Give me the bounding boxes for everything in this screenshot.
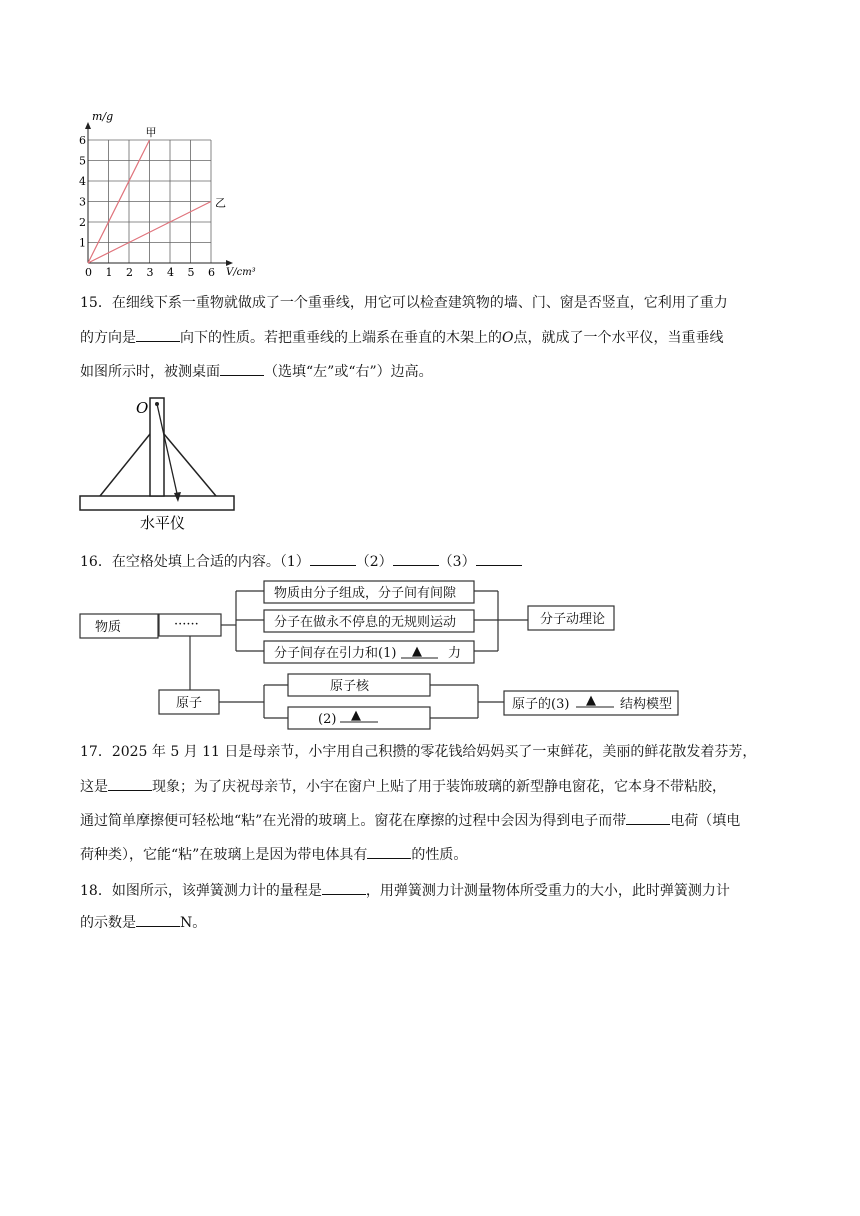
svg-text:结构模型: 结构模型 xyxy=(620,697,673,712)
x-axis-label: V/cm³ xyxy=(226,267,256,278)
y-tick-label: 4 xyxy=(79,175,86,188)
q15-line2: 的方向是 向下的性质。若把重垂线的上端系在垂直的木架上的O点，就成了一个水平仪，当重垂线 xyxy=(80,327,723,348)
y-axis-label: m/g xyxy=(92,110,114,123)
y-tick-label: 5 xyxy=(79,154,86,168)
box-forces: 分子间存在引力和(1) xyxy=(274,646,397,661)
y-tick-label: 2 xyxy=(79,216,86,229)
svg-text:力: 力 xyxy=(448,646,462,661)
box-2: (2) xyxy=(318,712,337,727)
y-tick-label: 1 xyxy=(79,236,86,250)
level-figure xyxy=(74,394,244,538)
matter-box: 物质 xyxy=(95,620,122,635)
q17-line2: 这是 现象；为了庆祝母亲节，小宇在窗户上贴了用于装饰玻璃的新型静电窗花，它本身不带粘胶， xyxy=(80,776,726,797)
blank[interactable] xyxy=(367,844,411,859)
theory-box: 分子动理论 xyxy=(540,612,606,627)
q17-line4: 荷种类），它能“粘”在玻璃上是因为带电体具有 的性质。 xyxy=(80,844,467,865)
y-tick-label: 3 xyxy=(79,195,86,209)
nucleus-box: 原子核 xyxy=(330,679,370,694)
x-tick-label: 2 xyxy=(126,266,133,279)
x-tick-label: 5 xyxy=(187,266,195,279)
box-molecules: 物质由分子组成，分子间有间隙 xyxy=(274,586,457,601)
x-tick-label: 3 xyxy=(146,266,154,279)
matter-concept-diagram xyxy=(76,578,686,727)
box-motion: 分子在做永不停息的无规则运动 xyxy=(274,615,457,630)
blank[interactable] xyxy=(310,551,356,566)
mass-volume-graph xyxy=(70,104,256,280)
dots-box: ······ xyxy=(174,617,199,632)
blank[interactable] xyxy=(136,327,180,342)
blank[interactable] xyxy=(108,776,152,791)
q15-line1: 15．在细线下系一重物就做成了一个重垂线，用它可以检查建筑物的墙、门、窗是否竖直，它利用了重力 xyxy=(80,295,728,311)
level-caption: 水平仪 xyxy=(140,514,186,532)
q18-line2: 的示数是 N。 xyxy=(80,912,206,933)
model-box: 原子的(3) xyxy=(512,697,570,712)
blank[interactable] xyxy=(322,880,366,895)
point-o-label: O xyxy=(136,399,149,417)
y-tick-label: 6 xyxy=(79,134,86,147)
x-tick-label: 4 xyxy=(167,266,174,279)
series-label: 甲 xyxy=(145,126,157,139)
atom-box: 原子 xyxy=(176,696,203,711)
q18-line1: 18．如图所示，该弹簧测力计的量程是 ，用弹簧测力计测量物体所受重力的大小，此时弹簧测力计 xyxy=(80,880,730,901)
x-tick-label: 6 xyxy=(208,266,215,279)
blank-3-triangle: ▲ xyxy=(586,693,596,708)
graph-grid xyxy=(88,140,211,263)
x-tick-label: 1 xyxy=(105,266,113,279)
blank[interactable] xyxy=(626,810,670,825)
blank[interactable] xyxy=(136,912,180,927)
q15-line3: 如图所示时，被测桌面 （选填“左”或“右”）边高。 xyxy=(80,361,433,382)
blank[interactable] xyxy=(476,551,522,566)
series-label: 乙 xyxy=(215,196,226,210)
blank[interactable] xyxy=(393,551,439,566)
q17-line1: 17．2025 年 5 月 11 日是母亲节，小宇用自己积攒的零花钱给妈妈买了一束鲜花，美丽的鲜花散发着芬芳， xyxy=(80,744,757,760)
blank-2-triangle: ▲ xyxy=(351,708,361,723)
q17-line3: 通过简单摩擦便可轻松地“粘”在光滑的玻璃上。窗花在摩擦的过程中会因为得到电子而带 电荷（填电 xyxy=(80,810,740,831)
q16-text: 16．在空格处填上合适的内容。（1） （2） （3） xyxy=(80,551,522,572)
x-tick-label: 0 xyxy=(85,266,92,279)
blank-1-triangle: ▲ xyxy=(412,644,422,659)
blank[interactable] xyxy=(220,361,264,376)
